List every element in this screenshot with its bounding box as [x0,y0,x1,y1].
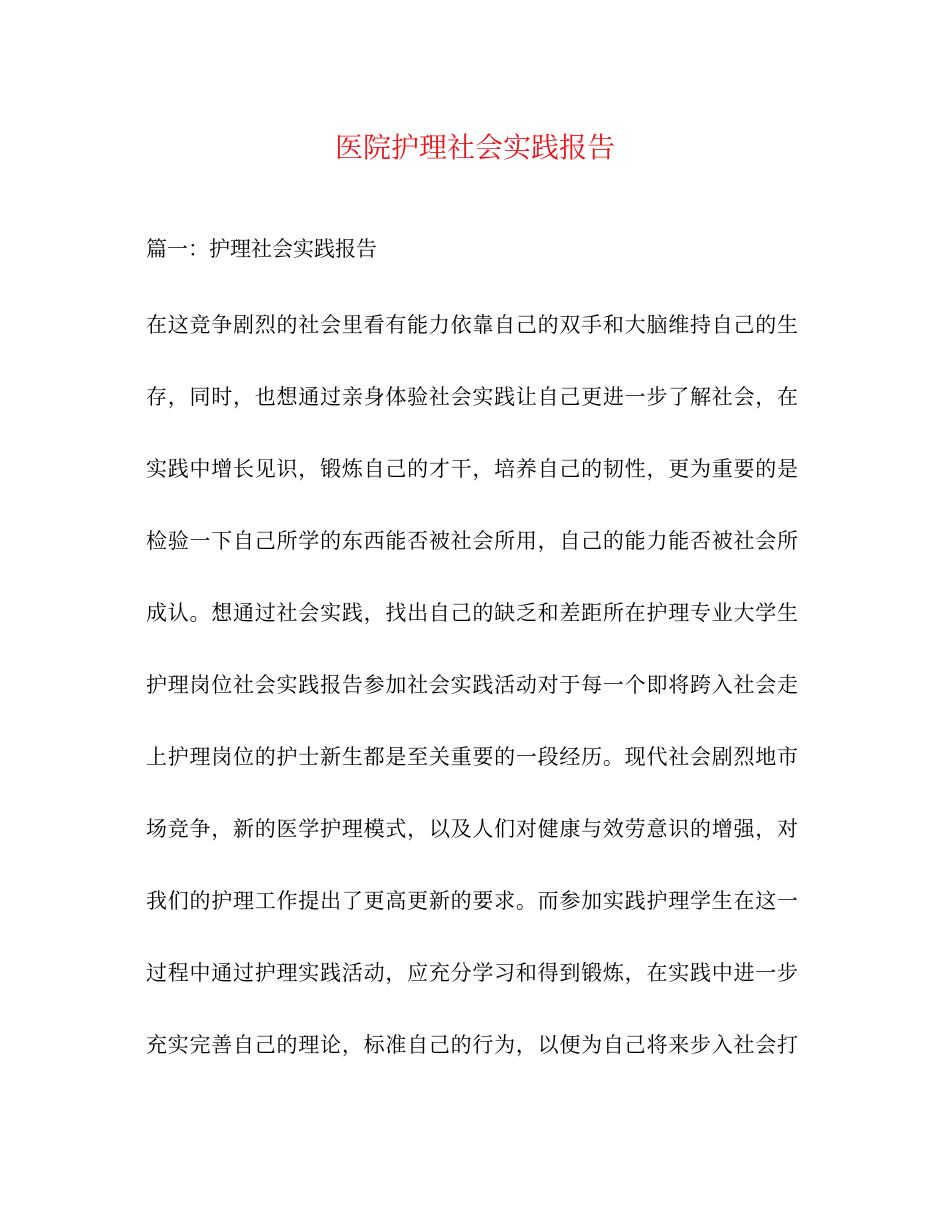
paragraph-line: 过程中通过护理实践活动，应充分学习和得到锻炼，在实践中进一步 [146,961,798,985]
section-heading: 篇一：护理社会实践报告 [146,237,377,261]
document-body [146,310,806,1102]
paragraph-line: 我们的护理工作提出了更高更新的要求。而参加实践护理学生在这一 [146,889,798,913]
document-title: 医院护理社会实践报告 [334,131,615,164]
paragraph-line: 存，同时，也想通过亲身体验社会实践让自己更进一步了解社会，在 [146,385,798,409]
paragraph-line: 充实完善自己的理论，标准自己的行为，以便为自己将来步入社会打 [146,1033,798,1057]
paragraph-line: 成认。想通过社会实践，找出自己的缺乏和差距所在护理专业大学生 [146,601,798,625]
paragraph-line: 检验一下自己所学的东西能否被社会所用，自己的能力能否被社会所 [146,529,798,553]
paragraph-line: 上护理岗位的护士新生都是至关重要的一段经历。现代社会剧烈地市 [146,745,798,769]
paragraph-line: 实践中增长见识，锻炼自己的才干，培养自己的韧性，更为重要的是 [146,457,798,481]
paragraph-line: 护理岗位社会实践报告参加社会实践活动对于每一个即将跨入社会走 [146,673,798,697]
paragraph-line: 场竞争，新的医学护理模式，以及人们对健康与效劳意识的增强，对 [146,817,798,841]
paragraph-line: 在这竞争剧烈的社会里看有能力依靠自己的双手和大脑维持自己的生 [146,313,798,337]
